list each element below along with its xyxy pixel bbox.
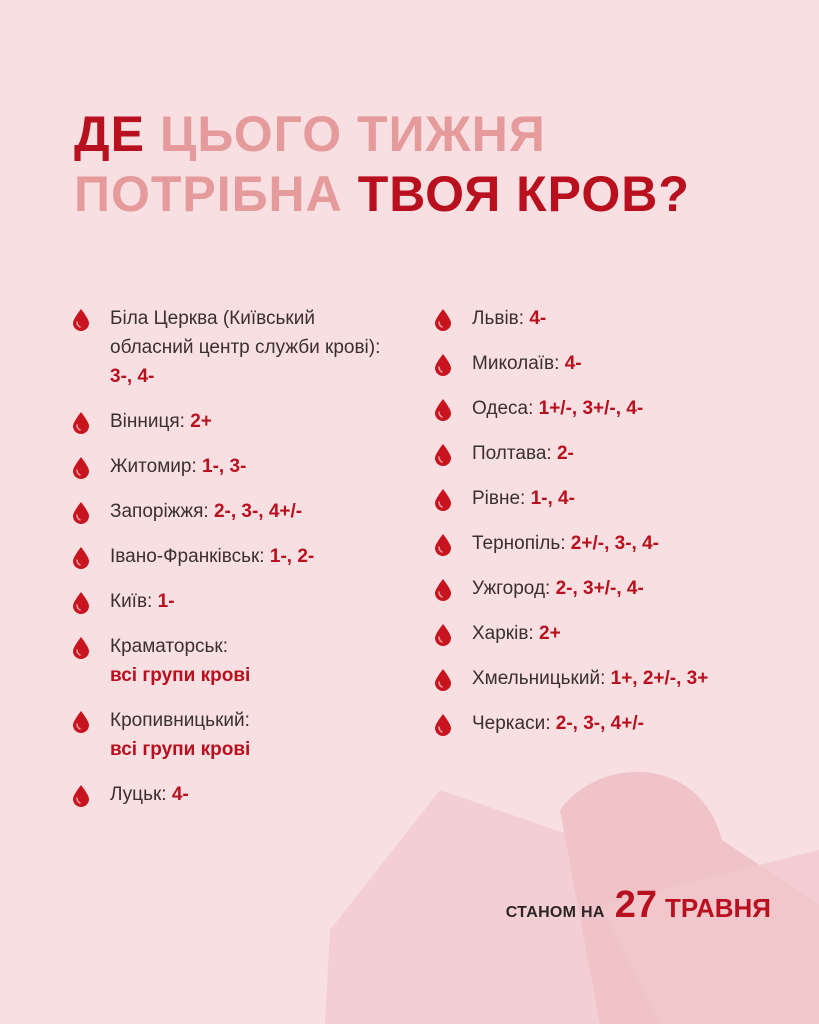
city-name: Запоріжжя:: [110, 501, 214, 522]
blood-drop-icon: [72, 547, 90, 569]
list-item-text: [110, 780, 189, 809]
list-item: [434, 484, 794, 513]
blood-drop-icon: [434, 399, 452, 421]
city-name: Тернопіль:: [472, 533, 571, 554]
title-line2-dark: ТВОЯ КРОВ?: [357, 166, 690, 222]
city-name: Луцьк:: [110, 784, 172, 805]
list-item: [72, 706, 402, 764]
title-line1-light: ЦЬОГО ТИЖНЯ: [159, 106, 546, 162]
list-item-text: [472, 709, 644, 738]
list-item-text: [110, 497, 302, 526]
city-name: Львів:: [472, 308, 530, 329]
list-item-text: [472, 529, 659, 558]
list-item: [434, 709, 794, 738]
blood-groups: 1-, 4-: [530, 488, 575, 509]
blood-groups: 4-: [564, 353, 582, 374]
list-item: [434, 349, 794, 378]
list-item-text: [110, 706, 250, 764]
blood-groups: 1-, 3-: [202, 456, 247, 477]
city-name: Київ:: [110, 591, 158, 612]
city-name: Миколаїв:: [472, 353, 565, 374]
date-day: 27: [614, 884, 658, 926]
blood-drop-icon: [434, 534, 452, 556]
city-name: Кропивницький:: [110, 710, 250, 731]
city-name: Біла Церква (Київський обласний центр служби крові):: [110, 308, 381, 358]
blood-groups: 1-: [157, 591, 175, 612]
list-item-text: [110, 304, 402, 391]
blood-drop-icon: [72, 457, 90, 479]
list-item: [72, 542, 402, 571]
blood-groups: 2+: [539, 623, 561, 644]
list-item: [72, 452, 402, 481]
blood-groups: 3-, 4-: [110, 366, 155, 387]
list-item-text: [110, 407, 212, 436]
date-stamp: [506, 884, 771, 927]
blood-drop-icon: [72, 785, 90, 807]
blood-groups: 2-: [556, 443, 574, 464]
city-name: Полтава:: [472, 443, 557, 464]
list-item: [72, 407, 402, 436]
blood-groups: 2-, 3-, 4+/-: [213, 501, 303, 522]
list-item-text: [472, 574, 644, 603]
list-item: [434, 529, 794, 558]
blood-drop-icon: [434, 309, 452, 331]
list-item: [434, 304, 794, 333]
list-item: [434, 394, 794, 423]
list-item: [72, 497, 402, 526]
blood-groups: 4-: [529, 308, 547, 329]
city-name: Одеса:: [472, 398, 539, 419]
blood-drop-icon: [434, 669, 452, 691]
list-item-text: [110, 587, 175, 616]
city-name: Краматорськ:: [110, 636, 229, 657]
blood-groups: 2-, 3-, 4+/-: [555, 713, 644, 734]
blood-drop-icon: [434, 714, 452, 736]
list-item-text: [472, 664, 708, 693]
blood-groups: всі групи крові: [110, 665, 251, 686]
list-item-text: [472, 484, 575, 513]
as-of-label: СТАНОМ НА: [505, 904, 605, 921]
list-item: [72, 587, 402, 616]
blood-drop-icon: [434, 354, 452, 376]
city-name: Івано-Франківськ:: [110, 546, 270, 567]
list-item: [434, 574, 794, 603]
list-item-text: [472, 439, 574, 468]
list-item: [434, 664, 794, 693]
blood-drop-icon: [434, 444, 452, 466]
list-item-text: [110, 542, 314, 571]
list-item: [434, 619, 794, 648]
blood-groups: 2+/-, 3-, 4-: [570, 533, 659, 554]
blood-groups: 1+, 2+/-, 3+: [610, 668, 709, 689]
blood-drop-icon: [72, 637, 90, 659]
blood-drop-icon: [72, 412, 90, 434]
list-item-text: [472, 619, 561, 648]
blood-groups: 2+: [190, 411, 212, 432]
title-line1-dark: ДЕ: [74, 106, 145, 162]
blood-groups: 4-: [171, 784, 189, 805]
blood-drop-icon: [434, 489, 452, 511]
list-item: [434, 439, 794, 468]
date-month: ТРАВНЯ: [665, 893, 771, 923]
list-item: [72, 304, 402, 391]
blood-groups: 2-, 3+/-, 4-: [555, 578, 644, 599]
title-line2-light: ПОТРІБНА: [74, 166, 343, 222]
city-name: Вінниця:: [110, 411, 191, 432]
blood-drop-icon: [72, 711, 90, 733]
list-item-text: [472, 349, 582, 378]
list-item-text: [110, 632, 250, 690]
blood-drop-icon: [434, 579, 452, 601]
list-item: [72, 632, 402, 690]
left-city-list: [72, 304, 402, 825]
city-name: Рівне:: [472, 488, 531, 509]
blood-groups: 1+/-, 3+/-, 4-: [538, 398, 644, 419]
city-name: Черкаси:: [472, 713, 556, 734]
page-title: [74, 104, 690, 224]
city-name: Харків:: [472, 623, 539, 644]
blood-groups: всі групи крові: [110, 739, 251, 760]
list-item: [72, 780, 402, 809]
list-item-text: [472, 304, 546, 333]
city-name: Житомир:: [110, 456, 203, 477]
blood-groups: 1-, 2-: [269, 546, 315, 567]
right-city-list: [434, 304, 794, 754]
blood-drop-icon: [434, 624, 452, 646]
blood-drop-icon: [72, 592, 90, 614]
list-item-text: [472, 394, 643, 423]
list-item-text: [110, 452, 246, 481]
blood-drop-icon: [72, 309, 90, 331]
city-name: Ужгород:: [472, 578, 556, 599]
blood-drop-icon: [72, 502, 90, 524]
city-name: Хмельницький:: [472, 668, 611, 689]
